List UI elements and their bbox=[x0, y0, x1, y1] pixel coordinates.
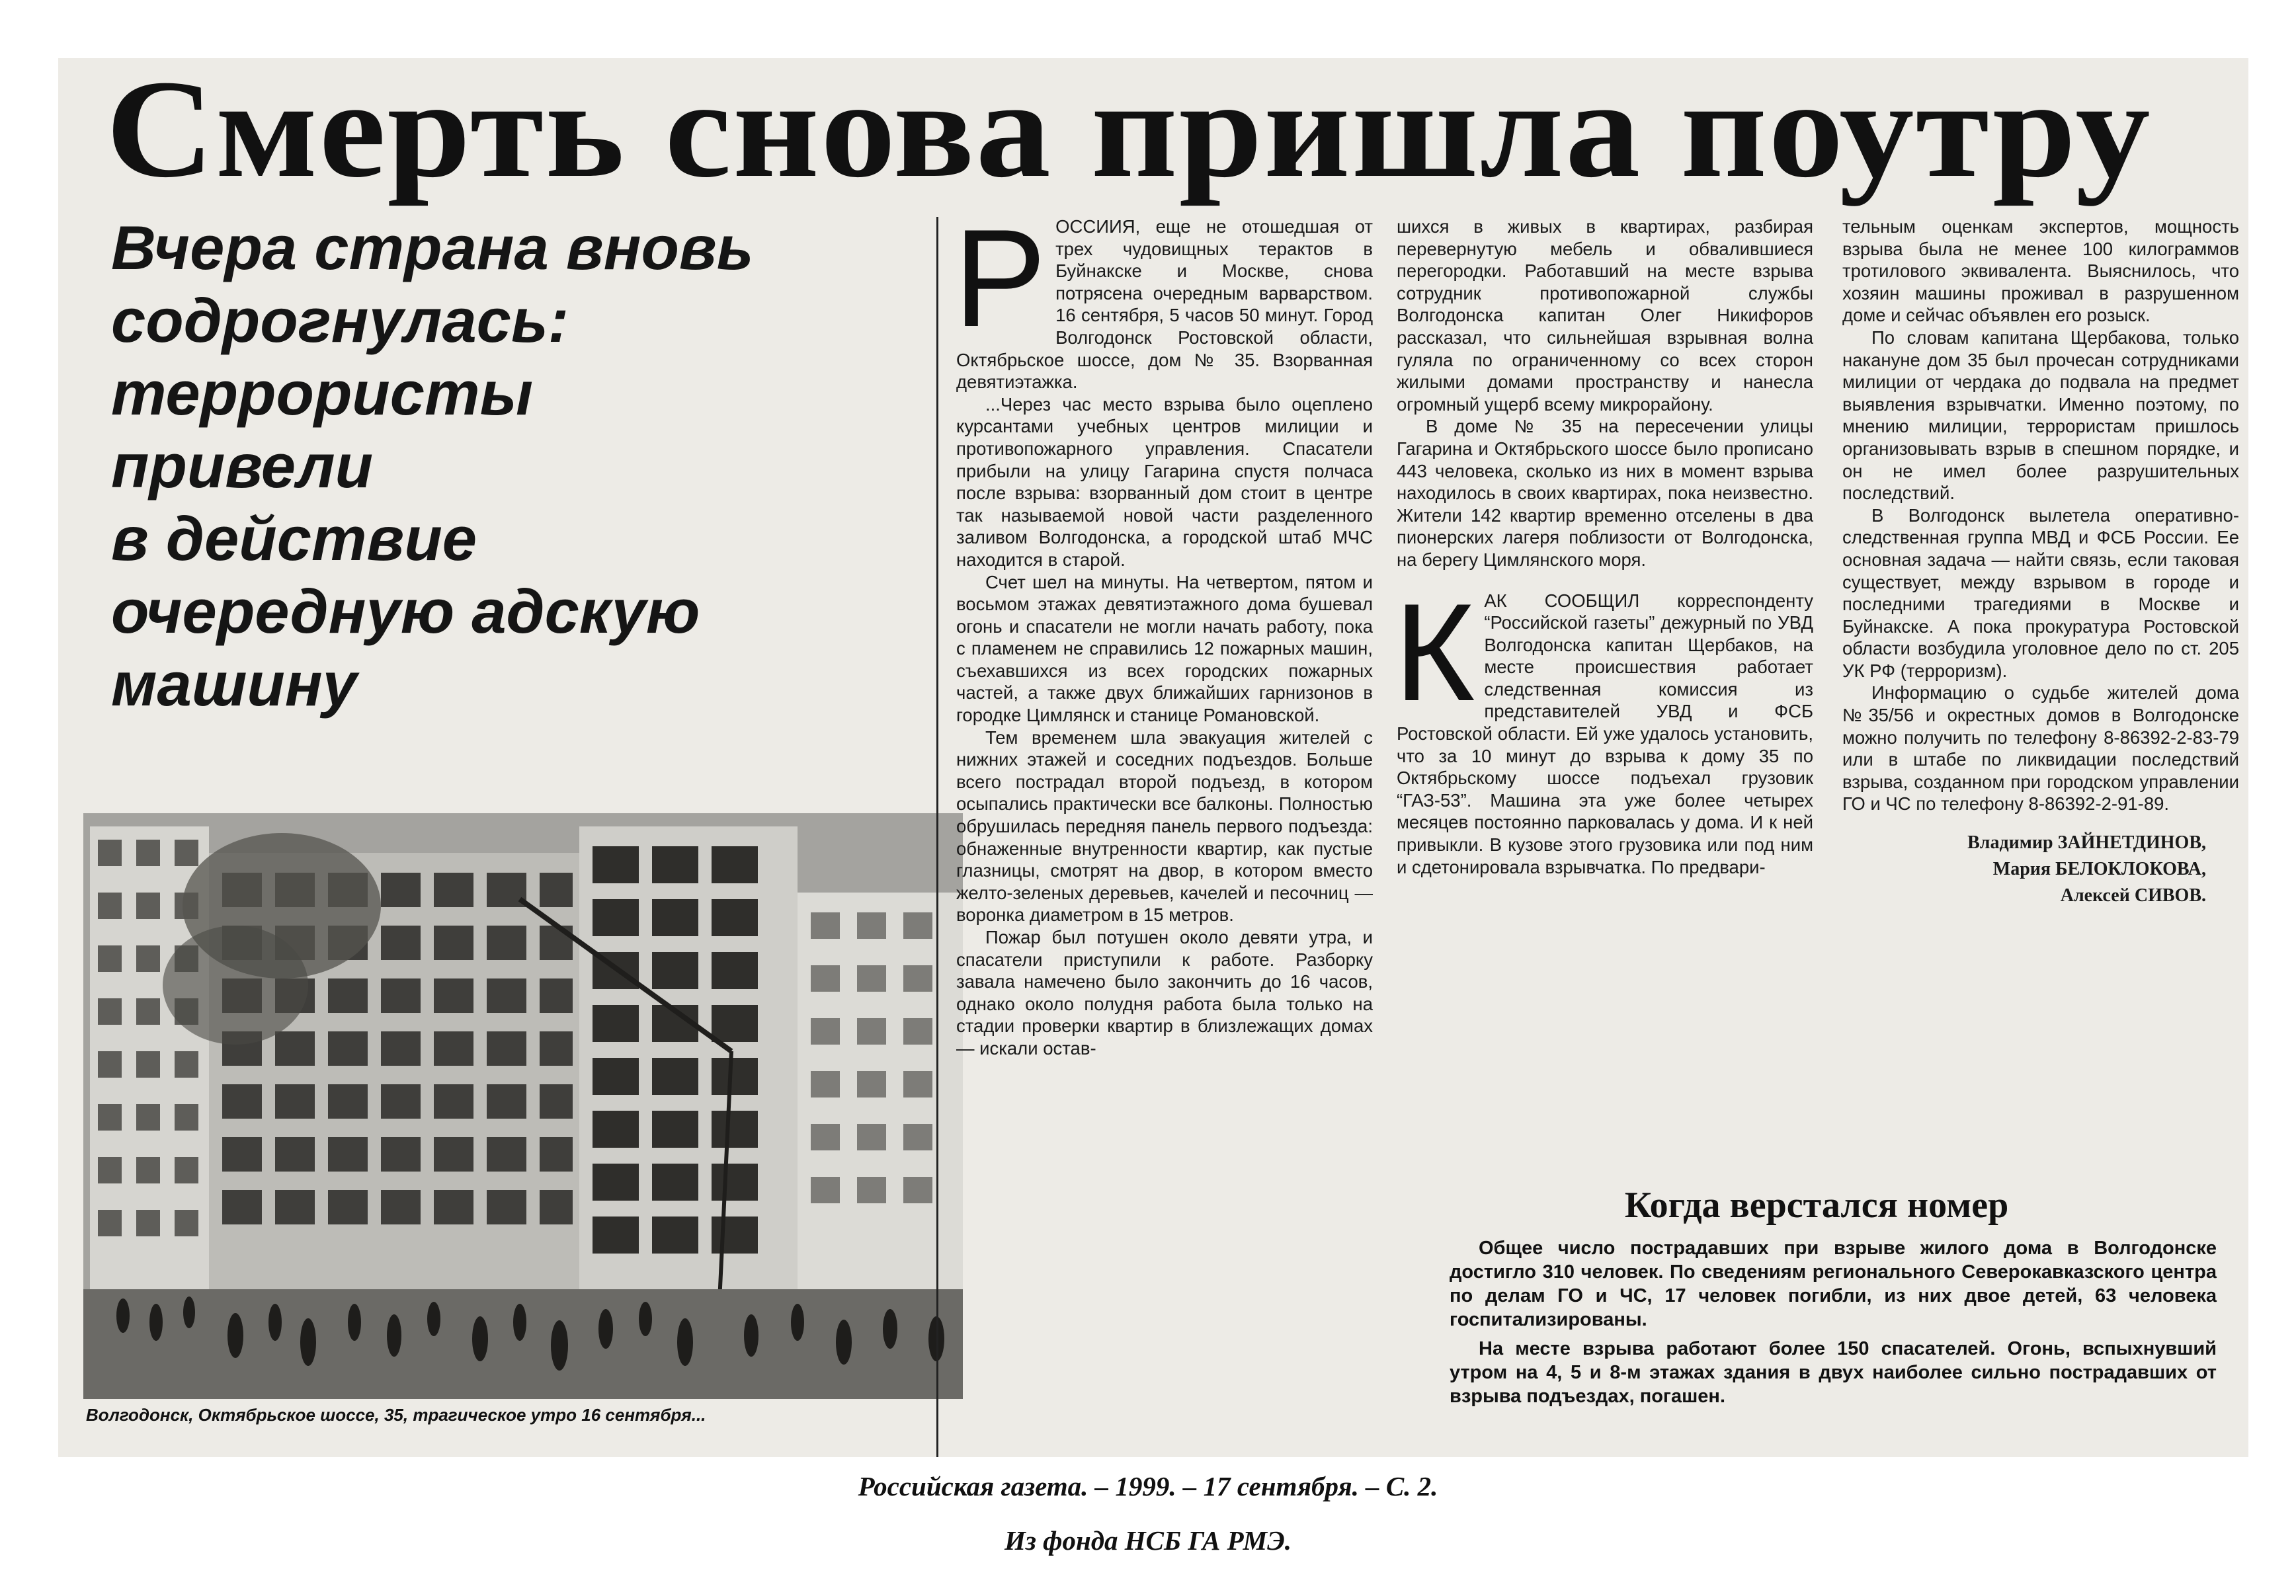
photo-caption: Волгодонск, Октябрьское шоссе, 35, трагическое утро 16 сентября... bbox=[86, 1405, 706, 1425]
subhead-line: Вчера страна вновь bbox=[111, 213, 754, 282]
author-name: Алексей СИВОВ. bbox=[2060, 885, 2206, 906]
author-name: Мария БЕЛОКЛОКОВА, bbox=[1992, 859, 2206, 880]
column-divider bbox=[936, 217, 938, 1457]
subhead-line: машину bbox=[111, 649, 357, 719]
subheadline bbox=[111, 212, 971, 721]
article-paragraph: Пожар был потушен около девяти утра, и спасатели приступили к работе. Разборку завала намечено было закончить до 16 часов, однако около полудня работа была только на стадии проверки квартир в близлежащих домах — искали остав- bbox=[956, 927, 1373, 1058]
article-paragraph: ...Через час место взрыва было оцеплено курсантами учебных центров милиции и противопожарного управления. Спасатели прибыли на улицу Гагарина спустя полчаса после взрыва: взорванный дом стоит в центре так называемой новой части разделенного заливом Волгодонска, а городской штаб МЧС находится в старой. bbox=[956, 393, 1373, 570]
article-paragraph: По словам капитана Щербакова, только накануне дом 35 был прочесан сотрудниками милиции от чердака до подвала на предмет выявления взрывчатки. Именно поэтому, по мнению милиции, террористам пришлось организовывать взрыв в спешном порядке, и он не имел более разрушительных последствий. bbox=[1842, 327, 2239, 504]
subhead-line: привели bbox=[111, 431, 374, 500]
article-paragraph: КАК СООБЩИЛ корреспонденту “Российской газеты” дежурный по УВД Волгодонска капитан Щербаков, на месте происшествия работает следственная комиссия из представителей УВД и ФСБ Ростовской области. Ей уже удалось установить, что за 10 минут до взрыва к дому 35 по Октябрьскому шоссе подъехал грузовик “ГАЗ-53”. Машина эта уже более четырех месяцев постоянно парковалась у дома. И к ней привыкли. В кузове этого грузовика или под ним и сдетонировала взрывчатка. По предвари- bbox=[1394, 574, 1813, 877]
subhead-line: в действие bbox=[111, 504, 477, 573]
subhead-line: содрогнулась: bbox=[111, 286, 569, 355]
article-paragraph: Информацию о судьбе жителей дома №35/56 и окрестных домов в Волгодонске можно получить по телефону 8-86392-2-83-79 или в штабе по ликвидации последствий взрыва, созданном при городском управлении ГО и ЧС по телефону 8-86392-2-91-89. bbox=[1842, 682, 2239, 815]
article-paragraph: В доме № 35 на пересечении улицы Гагарина и Октябрьского шоссе было прописано 443 человека, сколько из них в момент взрыва находилось в своих квартирах, пока неизвестно. Жители 142 квартир временно отселены в два пионерских лагеря поблизости от Волгодонска, на берегу Цимлянского моря. bbox=[1397, 416, 1813, 570]
author-signature bbox=[1842, 830, 2239, 909]
news-photo bbox=[83, 813, 963, 1399]
drop-cap: К bbox=[1394, 574, 1475, 730]
late-news-title: Когда верстался номер bbox=[1624, 1185, 2009, 1226]
article-paragraph: Тем временем шла эвакуация жителей с нижних этажей и соседних подъездов. Больше всего пострадал второй подъезд, в котором осыпались практически все балконы. Полностью обрушилась передняя панель первого подъезда: обнаженные внутренности квартир, как пустые глазницы, смотрят на двор, в котором вместо желто-зеленых деревьев, качелей и песочниц — воронка диаметром в 15 метров. bbox=[956, 727, 1373, 926]
author-name: Владимир ЗАЙНЕТДИНОВ, bbox=[1967, 832, 2206, 854]
article-column-3 bbox=[1842, 216, 2239, 909]
drop-cap: Р bbox=[954, 200, 1047, 356]
article-paragraph: РОССИИЯ, еще не отошедшая от трех чудовищных терактов в Буйнакске и Москве, снова потрясена очередным варварством. 16 сентября, 5 часов 50 минут. Город Волгодонск Ростовской области, Октябрьское шоссе, дом № 35. Взорванная девятиэтажка. bbox=[954, 200, 1373, 393]
article-paragraph: В Волгодонск вылетела оперативно-следственная группа МВД и ФСБ России. Ее основная задача — найти связь, если таковая существует, между взрывом в городе и последними трагедиями в Москве и Буйнакске. А пока прокуратура Ростовской области возбудила уголовное дело по ст. 205 УК РФ (терроризм). bbox=[1842, 504, 2239, 681]
late-news-paragraph: На месте взрыва работают более 150 спасателей. Огонь, вспыхнувший утром на 4, 5 и 8-м этажах здания в двух наиболее сильно пострадавших от взрыва подъездах, погашен. bbox=[1450, 1338, 2217, 1407]
late-news-paragraph: Общее число пострадавших при взрыве жилого дома в Волгодонске достигло 310 человек. По сведениям регионального Северокавказского центра по делам ГО и ЧС, 17 человек погибли, из них двое детей, 63 человека госпитализированы. bbox=[1450, 1238, 2217, 1330]
headline: Смерть снова пришла поутру bbox=[106, 58, 2152, 206]
archive-fund-note: Из фонда НСБ ГА РМЭ. bbox=[1004, 1525, 1292, 1556]
article-paragraph: Счет шел на минуты. На четвертом, пятом и восьмом этажах девятиэтажного дома бушевал огонь и спасатели не могли начать работу, пока с пламенем не справились 12 пожарных машин, съехавшихся из всех городских пожарных частей, а также двух ближайших гарнизонов в городке Цимлянск и станице Романовской. bbox=[956, 571, 1373, 726]
article-paragraph: шихся в живых в квартирах, разбирая перевернутую мебель и обвалившиеся перегородки. Работавший на месте взрыва сотрудник противопожарной службы Волгодонска капитан Олег Никифоров рассказал, что сильнейшая взрывная волна гуляла по ограниченному со всех сторон жилыми домами пространству и нанесла огромный ущерб всему микрорайону. bbox=[1397, 216, 1813, 415]
subhead-line: террористы bbox=[111, 358, 533, 428]
source-citation: Российская газета. – 1999. – 17 сентября. – С. 2. bbox=[858, 1471, 1438, 1501]
subhead-line: очередную адскую bbox=[111, 577, 700, 646]
late-news-box bbox=[1397, 1182, 2236, 1447]
article-paragraph: тельным оценкам экспертов, мощность взрыва была не менее 100 килограммов тротилового эквивалента. Выяснилось, что хозяин машины проживал в разрушенном доме и сейчас объявлен его розыск. bbox=[1842, 216, 2239, 326]
destroyed-building-illustration bbox=[83, 813, 963, 1399]
article-column-1 bbox=[954, 200, 1373, 1060]
article-column-2 bbox=[1394, 216, 1813, 878]
newspaper-clipping bbox=[58, 58, 2248, 1457]
